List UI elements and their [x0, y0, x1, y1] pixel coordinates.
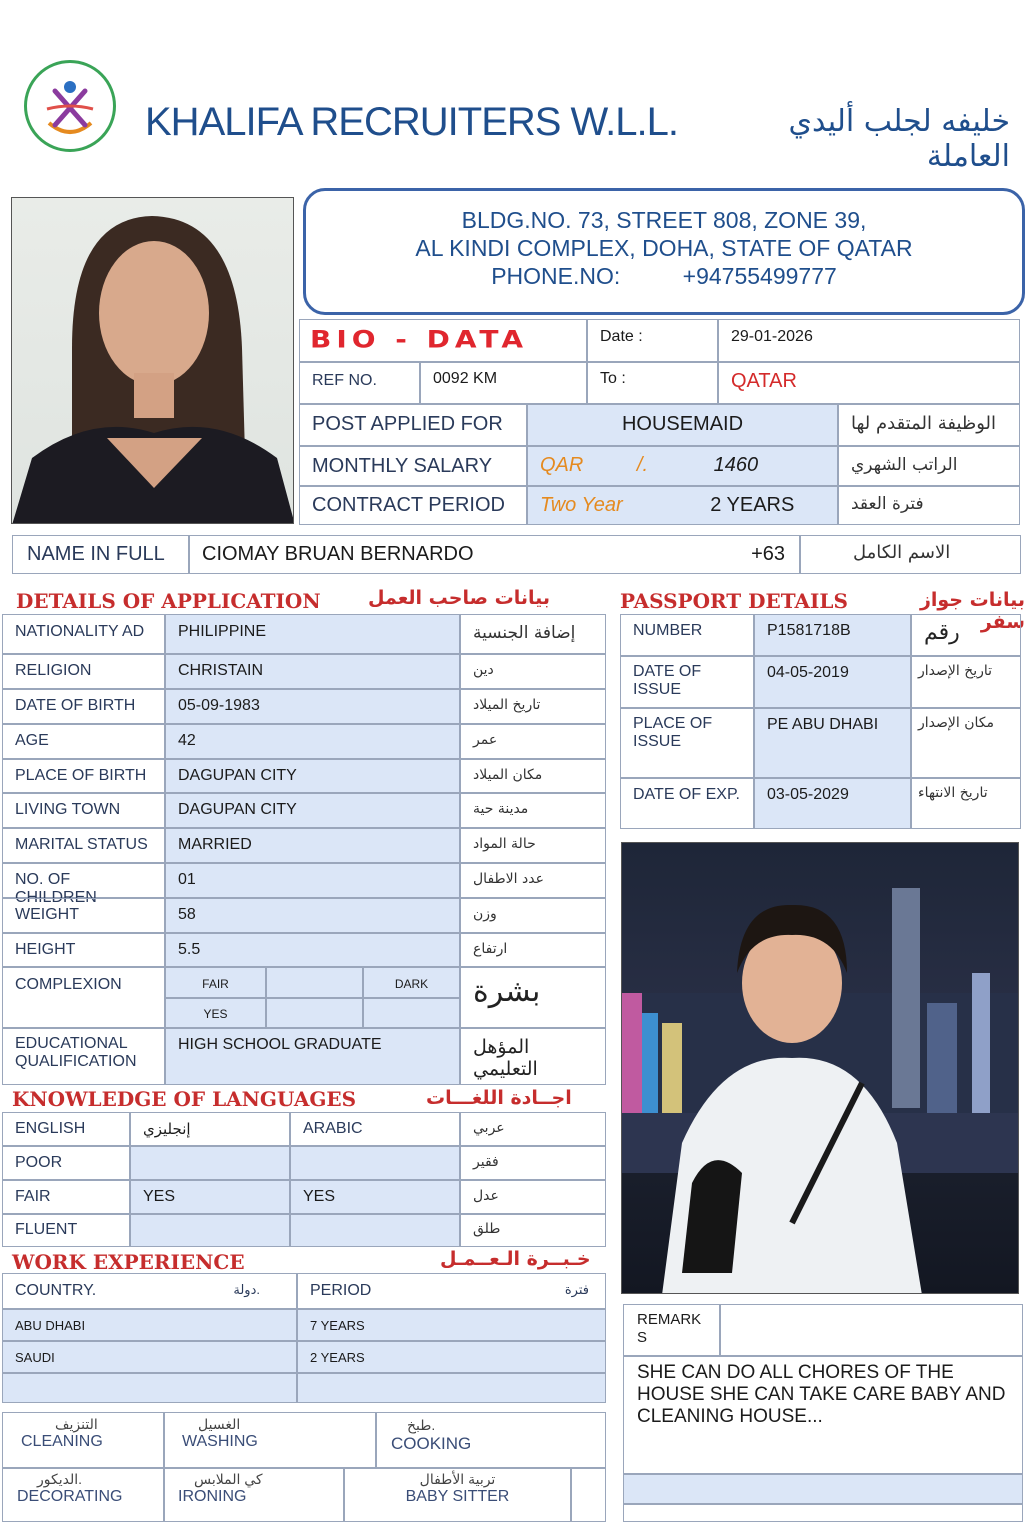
details-label-ar: مدينة حية — [460, 793, 606, 828]
company-name: KHALIFA RECRUITERS W.L.L. — [145, 100, 678, 144]
skill-washing-en: WASHING — [182, 1433, 258, 1450]
work-country-label: COUNTRY. — [15, 1282, 97, 1299]
passport-issue: 04-05-2019 — [754, 656, 911, 708]
skill-cleaning-ar: التنزيف — [55, 1416, 98, 1432]
complexion-ar: بشرة — [460, 967, 606, 1028]
lang-poor-ar: فقير — [460, 1146, 606, 1180]
work-title: WORK EXPERIENCE — [12, 1250, 245, 1274]
details-value: DAGUPAN CITY — [165, 793, 460, 828]
name-label-ar: الاسم الكامل — [800, 535, 1021, 574]
salary-currency: QAR — [540, 454, 584, 476]
passport-place-ar: مكان الإصدار — [911, 708, 1021, 778]
skill-washing-ar: الغسيل — [198, 1416, 241, 1432]
work-title-ar: خـبــرة الـعــمـل — [440, 1248, 591, 1270]
contract-value: 2 YEARS — [710, 494, 795, 516]
passport-place: PE ABU DHABI — [754, 708, 911, 778]
ref-value: 0092 KM — [420, 362, 587, 404]
passport-exp-ar: تاريخ الانتهاء — [911, 778, 1021, 829]
lang-poor-label: POOR — [2, 1146, 130, 1180]
work-country-ar: دولة. — [233, 1282, 260, 1297]
skill-cooking — [376, 1412, 606, 1468]
work-row-empty-period — [297, 1373, 606, 1403]
post-label: POST APPLIED FOR — [299, 404, 527, 446]
lang-poor-arb — [290, 1146, 460, 1180]
post-label-ar: الوظيفة المتقدم لها — [838, 404, 1020, 446]
skill-decorating-ar: الديكور. — [37, 1471, 83, 1487]
details-value: PHILIPPINE — [165, 614, 460, 654]
complexion-dark: DARK — [363, 967, 460, 998]
company-name-ar: خليفه لجلب أليدي العاملة — [788, 104, 1010, 174]
skill-ironing-ar: كي الملابس — [194, 1471, 263, 1487]
skill-empty — [571, 1468, 606, 1522]
lang-fluent-ar: طلق — [460, 1214, 606, 1247]
passport-title-ar: بيانات جواز سفر — [919, 589, 1025, 633]
work-row-country: ABU DHABI — [2, 1309, 297, 1341]
passport-exp-label: DATE OF EXP. — [620, 778, 754, 829]
edu-value: HIGH SCHOOL GRADUATE — [165, 1028, 460, 1085]
date-label: Date : — [587, 319, 718, 362]
circle-logo-icon — [27, 63, 113, 149]
work-row-period: 2 YEARS — [297, 1341, 606, 1373]
details-label: HEIGHT — [2, 933, 165, 967]
contract-label-ar: فترة العقد — [838, 486, 1020, 525]
phone-value: +94755499777 — [682, 263, 837, 289]
skill-baby-sitter-ar: تربية الأطفال — [419, 1471, 496, 1487]
remarks-blank — [720, 1304, 1023, 1356]
company-logo — [24, 60, 116, 152]
skill-cleaning-en: CLEANING — [21, 1433, 103, 1450]
biodata-title: BIO - DATA — [310, 325, 529, 354]
work-period-label: PERIOD — [310, 1282, 372, 1299]
lang-english-label: ENGLISH — [2, 1112, 130, 1146]
date-value: 29-01-2026 — [718, 319, 1020, 362]
edu-label: EDUCATIONAL QUALIFICATION — [2, 1028, 165, 1085]
details-label: AGE — [2, 724, 165, 759]
name-code: +63 — [751, 543, 785, 565]
details-label: MARITAL STATUS — [2, 828, 165, 863]
biodata-title-cell — [299, 319, 587, 362]
remarks-footer-2 — [623, 1504, 1023, 1522]
languages-title: KNOWLEDGE OF LANGUAGES — [12, 1087, 357, 1111]
details-label: DATE OF BIRTH — [2, 689, 165, 724]
address-line2: AL KINDI COMPLEX, DOHA, STATE OF QATAR — [415, 235, 913, 261]
salary-label-ar: الراتب الشهري — [838, 446, 1020, 486]
lang-fair-arb: YES — [290, 1180, 460, 1214]
details-label-ar: مكان الميلاد — [460, 759, 606, 793]
lang-fair-label: FAIR — [2, 1180, 130, 1214]
details-label-ar: تاريخ الميلاد — [460, 689, 606, 724]
details-label-ar: دين — [460, 654, 606, 689]
passport-issue-ar: تاريخ الإصدار — [911, 656, 1021, 708]
details-title: DETAILS OF APPLICATION — [16, 589, 321, 613]
address-box — [303, 188, 1025, 315]
passport-issue-label: DATE OF ISSUE — [620, 656, 754, 708]
details-label-ar: إضافة الجنسية — [460, 614, 606, 654]
details-label-ar: عدد الاطفال — [460, 863, 606, 898]
details-value: MARRIED — [165, 828, 460, 863]
skill-baby-sitter — [344, 1468, 571, 1522]
details-value: 05-09-1983 — [165, 689, 460, 724]
details-title-ar: بيانات صاحب العمل — [368, 587, 550, 609]
lang-arabic-ar: عربي — [460, 1112, 606, 1146]
lang-english-ar: إنجليزي — [130, 1112, 290, 1146]
complexion-blank-1 — [266, 998, 363, 1028]
portrait-silhouette — [12, 198, 294, 524]
ref-label: REF NO. — [299, 362, 420, 404]
address-line1: BLDG.NO. 73, STREET 808, ZONE 39, — [461, 207, 867, 233]
skill-decorating-en: DECORATING — [17, 1488, 123, 1505]
passport-number-ar: رقم — [911, 614, 1021, 656]
skill-decorating — [2, 1468, 164, 1522]
contract-cell — [527, 486, 838, 525]
skill-cooking-en: COOKING — [391, 1434, 472, 1453]
details-value: 01 — [165, 863, 460, 898]
details-label-ar: عمر — [460, 724, 606, 759]
to-value: QATAR — [718, 362, 1020, 404]
phone-row — [306, 262, 1022, 290]
remarks-label: REMARKS — [623, 1304, 720, 1356]
complexion-mid — [266, 967, 363, 998]
details-value: 58 — [165, 898, 460, 933]
details-label-ar: وزن — [460, 898, 606, 933]
details-label-ar: ارتفاع — [460, 933, 606, 967]
details-value: 5.5 — [165, 933, 460, 967]
passport-place-label: PLACE OF ISSUE — [620, 708, 754, 778]
passport-title: PASSPORT DETAILS — [620, 589, 848, 613]
remarks-footer-1 — [623, 1474, 1023, 1504]
lang-fluent-en — [130, 1214, 290, 1247]
name-value: CIOMAY BRUAN BERNARDO — [202, 543, 474, 565]
passport-number: P1581718B — [754, 614, 911, 656]
details-label: NATIONALITY AD — [2, 614, 165, 654]
city-night-scene — [622, 843, 1019, 1294]
skill-cleaning — [2, 1412, 164, 1468]
details-value: 42 — [165, 724, 460, 759]
details-label: WEIGHT — [2, 898, 165, 933]
languages-title-ar: اجــادة اللغـــات — [426, 1087, 572, 1109]
details-value: CHRISTAIN — [165, 654, 460, 689]
skill-ironing — [164, 1468, 344, 1522]
lang-fair-ar: عدل — [460, 1180, 606, 1214]
name-label: NAME IN FULL — [12, 535, 189, 574]
work-row-country: SAUDI — [2, 1341, 297, 1373]
details-label: RELIGION — [2, 654, 165, 689]
salary-value: 1460 — [713, 454, 759, 476]
lang-fair-en: YES — [130, 1180, 290, 1214]
skill-ironing-en: IRONING — [178, 1488, 247, 1505]
details-label: PLACE OF BIRTH — [2, 759, 165, 793]
skill-washing — [164, 1412, 376, 1468]
passport-exp: 03-05-2029 — [754, 778, 911, 829]
post-value: HOUSEMAID — [527, 404, 838, 446]
phone-label: PHONE.NO: — [491, 263, 621, 289]
salary-cell — [527, 446, 838, 486]
lang-fluent-label: FLUENT — [2, 1214, 130, 1247]
remarks-text: SHE CAN DO ALL CHORES OF THE HOUSE SHE CAN TAKE CARE BABY AND CLEANING HOUSE... — [623, 1356, 1023, 1474]
edu-ar: المؤهل التعليمي — [460, 1028, 606, 1085]
contract-hint: Two Year — [540, 494, 623, 516]
lang-fluent-arb — [290, 1214, 460, 1247]
details-value: DAGUPAN CITY — [165, 759, 460, 793]
complexion-label: COMPLEXION — [2, 967, 165, 1028]
passport-number-label: NUMBER — [620, 614, 754, 656]
details-label: NO. OF CHILDREN — [2, 863, 165, 898]
complexion-yes: YES — [165, 998, 266, 1028]
to-label: To : — [587, 362, 718, 404]
salary-label: MONTHLY SALARY — [299, 446, 527, 486]
work-period-header — [297, 1273, 606, 1309]
skill-baby-sitter-en: BABY SITTER — [405, 1488, 510, 1505]
salary-separator: /. — [636, 454, 649, 476]
applicant-full-photo — [621, 842, 1019, 1294]
skill-cooking-ar: طبخ. — [407, 1417, 436, 1433]
complexion-fair: FAIR — [165, 967, 266, 998]
details-label: LIVING TOWN — [2, 793, 165, 828]
applicant-portrait-photo — [11, 197, 294, 524]
lang-arabic-label: ARABIC — [290, 1112, 460, 1146]
work-row-empty-country — [2, 1373, 297, 1403]
details-label-ar: حالة المواد — [460, 828, 606, 863]
lang-poor-en — [130, 1146, 290, 1180]
work-row-period: 7 YEARS — [297, 1309, 606, 1341]
work-period-ar: فترة — [564, 1282, 589, 1297]
contract-label: CONTRACT PERIOD — [299, 486, 527, 525]
complexion-blank-2 — [363, 998, 460, 1028]
name-cell — [189, 535, 800, 574]
work-country-header — [2, 1273, 297, 1309]
